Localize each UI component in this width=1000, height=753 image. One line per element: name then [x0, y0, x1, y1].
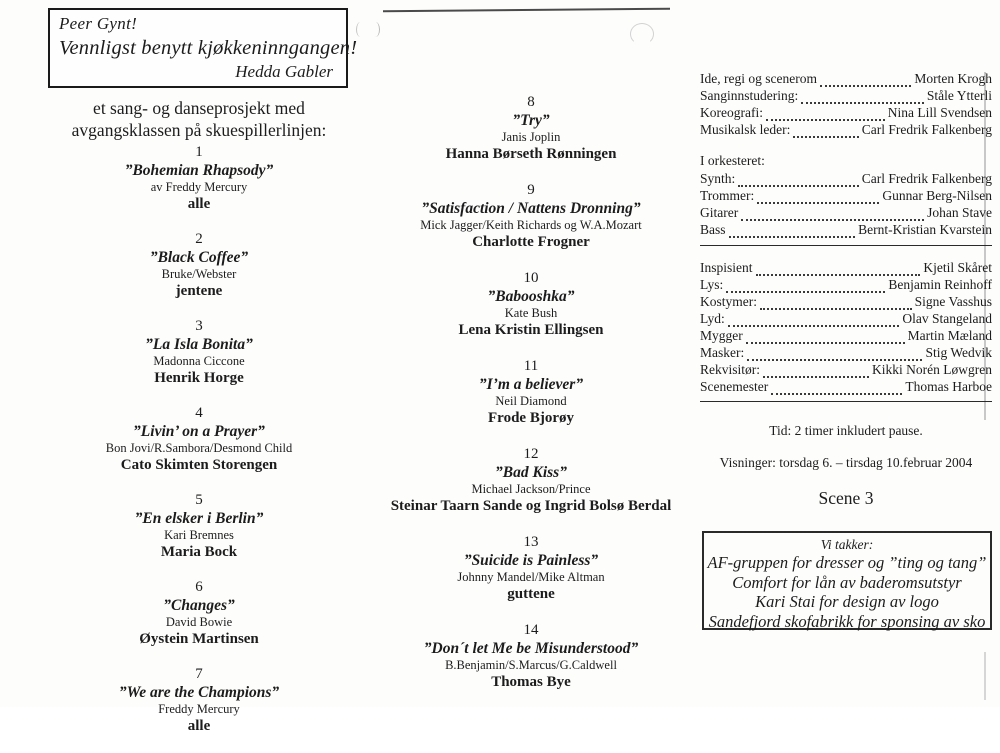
- credit-row: [700, 187, 992, 204]
- credit-label: Synth:: [700, 171, 736, 186]
- dotted-leader: [766, 108, 885, 121]
- credit-label: Scenemester: [700, 379, 769, 394]
- credit-name: Bernt-Kristian Kvarstein: [858, 222, 992, 237]
- notice-line1: Peer Gynt!: [59, 14, 138, 33]
- notice-box: [48, 8, 358, 88]
- dotted-leader: [757, 191, 879, 204]
- song-performer: Cato Skimten Storengen: [120, 457, 278, 473]
- intro-line2: avgangsklassen på skuespillerlinjen:: [71, 120, 327, 140]
- thanks-line: Kari Stai for design av logo: [755, 592, 939, 611]
- credits-column: [700, 70, 992, 402]
- dotted-leader: [728, 314, 900, 327]
- dotted-leader: [738, 174, 859, 187]
- song-item: [368, 534, 694, 614]
- credit-name: Martin Mæland: [907, 328, 992, 343]
- dotted-leader: [756, 263, 921, 276]
- song-number: 11: [523, 358, 539, 374]
- credit-label: Mygger: [700, 328, 743, 343]
- song-performer: Charlotte Frogner: [472, 234, 590, 250]
- song-author: Freddy Mercury: [158, 702, 240, 716]
- credit-row: [700, 310, 992, 327]
- song-list-left: [38, 144, 360, 753]
- orchestra-heading: I orkesteret:: [700, 153, 765, 168]
- credit-row: [700, 327, 992, 344]
- credit-label: Gitarer: [700, 205, 739, 220]
- song-item: [38, 492, 360, 571]
- dotted-leader: [760, 297, 912, 310]
- song-author: Kari Bremnes: [164, 528, 234, 542]
- song-performer: Frode Bjorøy: [488, 410, 574, 426]
- song-author: David Bowie: [165, 615, 233, 629]
- song-item: [38, 318, 360, 397]
- song-author: Janis Joplin: [501, 130, 561, 144]
- dotted-leader: [801, 91, 924, 104]
- thanks-line: AF-gruppen for dresser og ”ting og tang”: [707, 553, 987, 572]
- song-performer: alle: [187, 718, 211, 734]
- credit-name: Kikki Norén Løwgren: [872, 362, 992, 377]
- credit-name: Olav Stangeland: [902, 311, 992, 326]
- thanks-box: [702, 531, 992, 630]
- credit-row: [700, 276, 992, 293]
- song-number: 8: [527, 94, 535, 110]
- dotted-leader: [746, 331, 905, 344]
- song-number: 13: [523, 534, 539, 550]
- credit-row: [700, 361, 992, 378]
- dotted-leader: [747, 348, 922, 361]
- song-item: [38, 405, 360, 484]
- song-number: 12: [523, 446, 539, 462]
- credit-row: [700, 293, 992, 310]
- notice-signature: Hedda Gabler: [235, 62, 333, 81]
- song-item: [368, 270, 694, 350]
- credit-name: Morten Krogh: [914, 71, 992, 86]
- song-title: ”We are the Champions”: [118, 684, 280, 701]
- song-number: 10: [523, 270, 539, 286]
- song-author: Michael Jackson/Prince: [471, 482, 591, 496]
- credit-label: Koreografi:: [700, 105, 763, 120]
- song-number: 3: [195, 318, 203, 334]
- scan-separator-line: [383, 8, 670, 13]
- credit-row: [700, 170, 992, 187]
- credit-row: [700, 259, 992, 276]
- song-author: Bon Jovi/R.Sambora/Desmond Child: [105, 441, 293, 455]
- orchestra-credits: [700, 170, 992, 238]
- song-number: 14: [523, 622, 539, 638]
- credit-label: Trommer:: [700, 188, 755, 203]
- song-list-middle: [368, 94, 694, 710]
- credit-name: Stig Wedvik: [925, 345, 992, 360]
- song-performer: alle: [187, 196, 211, 212]
- show-dates: Visninger: torsdag 6. – tirsdag 10.februar 2004: [719, 455, 973, 470]
- credit-label: Ide, regi og scenerom: [700, 71, 817, 86]
- credit-name: Benjamin Reinhoff: [888, 277, 992, 292]
- thanks-line: Comfort for lån av baderomsutstyr: [732, 572, 962, 592]
- song-performer: Henrik Horge: [154, 370, 244, 386]
- credit-row: [700, 104, 992, 121]
- song-title: ”Bohemian Rhapsody”: [124, 162, 274, 179]
- song-number: 2: [195, 231, 203, 247]
- song-item: [38, 231, 360, 310]
- scan-mark-right-paren: [371, 22, 380, 37]
- song-item: [38, 579, 360, 658]
- song-title: ”En elsker i Berlin”: [134, 510, 264, 527]
- credit-label: Bass: [700, 222, 726, 237]
- song-title: ”Suicide is Painless”: [463, 552, 599, 569]
- song-title: ”Bad Kiss”: [495, 464, 567, 481]
- song-title: ”Black Coffee”: [149, 249, 249, 266]
- song-author: Kate Bush: [504, 306, 558, 320]
- credit-label: Lys:: [700, 277, 724, 292]
- song-item: [368, 94, 694, 174]
- song-title: ”La Isla Bonita”: [145, 336, 253, 353]
- song-performer: Hanna Børseth Rønningen: [445, 146, 617, 162]
- credit-row: [700, 121, 992, 138]
- song-performer: jentene: [175, 283, 223, 299]
- credit-label: Sanginnstudering:: [700, 88, 799, 103]
- credit-name: Signe Vasshus: [914, 294, 992, 309]
- song-author: B.Benjamin/S.Marcus/G.Caldwell: [445, 658, 617, 672]
- song-item: [38, 144, 360, 223]
- thanks-line: Sandefjord skofabrikk for sponsing av sko: [708, 611, 986, 631]
- song-performer: Øystein Martinsen: [139, 631, 259, 647]
- show-scene: Scene 3: [818, 488, 874, 508]
- song-number: 1: [195, 144, 203, 160]
- song-author: Madonna Ciccone: [153, 354, 245, 368]
- credit-row: [700, 378, 992, 395]
- song-performer: Maria Bock: [160, 544, 238, 560]
- dotted-leader: [763, 365, 869, 378]
- song-number: 9: [527, 182, 535, 198]
- scan-mark-left-paren: [356, 22, 365, 37]
- credit-name: Johan Stave: [927, 205, 992, 220]
- credit-row: [700, 204, 992, 221]
- thanks-heading: Vi takker:: [820, 537, 874, 552]
- scan-page-edge-line-short: [984, 652, 986, 700]
- credit-label: Inspisient: [700, 260, 753, 275]
- song-number: 7: [195, 666, 203, 682]
- divider-rule: [700, 245, 992, 246]
- credit-label: Rekvisitør:: [700, 362, 760, 377]
- dotted-leader: [771, 382, 902, 395]
- credit-name: Nina Lill Svendsen: [887, 105, 992, 120]
- song-title: ”Babooshka”: [487, 288, 575, 305]
- song-performer: guttene: [507, 586, 555, 602]
- intro-line1: et sang- og danseprosjekt med: [93, 98, 305, 118]
- dotted-leader: [793, 125, 858, 138]
- song-item: [368, 358, 694, 438]
- song-performer: Steinar Taarn Sande og Ingrid Bolsø Berdal: [390, 498, 672, 514]
- song-title: ”Livin’ on a Prayer”: [133, 423, 265, 440]
- song-number: 5: [195, 492, 203, 508]
- song-item: [368, 182, 694, 262]
- credit-row: [700, 70, 992, 87]
- song-title: ”Satisfaction / Nattens Dronning”: [421, 200, 641, 217]
- song-author: av Freddy Mercury: [150, 180, 248, 194]
- production-credits: [700, 70, 992, 138]
- credit-name: Carl Fredrik Falkenberg: [861, 171, 992, 186]
- song-performer: Lena Kristin Ellingsen: [458, 322, 604, 338]
- dotted-leader: [741, 208, 924, 221]
- credit-label: Lyd:: [700, 311, 725, 326]
- crew-credits: [700, 259, 992, 395]
- show-duration: Tid: 2 timer inkludert pause.: [769, 423, 923, 438]
- scan-mark-circle: [630, 23, 654, 45]
- dotted-leader: [729, 225, 856, 238]
- credit-label: Musikalsk leder:: [700, 122, 791, 137]
- song-title: ”Changes”: [163, 597, 235, 614]
- song-item: [38, 666, 360, 745]
- song-author: Johnny Mandel/Mike Altman: [457, 570, 605, 584]
- dotted-leader: [820, 74, 911, 87]
- song-title: ”Don´t let Me be Misunderstood”: [423, 640, 639, 657]
- credit-label: Masker:: [700, 345, 745, 360]
- credit-name: Kjetil Skåret: [923, 260, 992, 275]
- divider-rule: [700, 401, 992, 402]
- credit-label: Kostymer:: [700, 294, 757, 309]
- song-item: [368, 446, 694, 526]
- credit-row: [700, 344, 992, 361]
- credit-name: Carl Fredrik Falkenberg: [861, 122, 992, 137]
- credit-name: Ståle Ytterli: [926, 88, 992, 103]
- song-number: 6: [195, 579, 203, 595]
- song-number: 4: [195, 405, 203, 421]
- song-author: Bruke/Webster: [161, 267, 237, 281]
- song-title: ”Try”: [512, 112, 550, 129]
- song-performer: Thomas Bye: [491, 674, 571, 690]
- credit-name: Thomas Harboe: [905, 379, 992, 394]
- dotted-leader: [726, 280, 885, 293]
- credit-row: [700, 87, 992, 104]
- song-author: Mick Jagger/Keith Richards og W.A.Mozart: [420, 218, 642, 232]
- notice-line2: Vennligst benytt kjøkkeninngangen!: [59, 37, 358, 59]
- song-author: Neil Diamond: [495, 394, 567, 408]
- song-title: ”I’m a believer”: [478, 376, 584, 393]
- show-info: [700, 420, 992, 509]
- song-item: [368, 622, 694, 702]
- credit-row: [700, 221, 992, 238]
- intro-text: [38, 97, 360, 141]
- credit-name: Gunnar Berg-Nilsen: [882, 188, 992, 203]
